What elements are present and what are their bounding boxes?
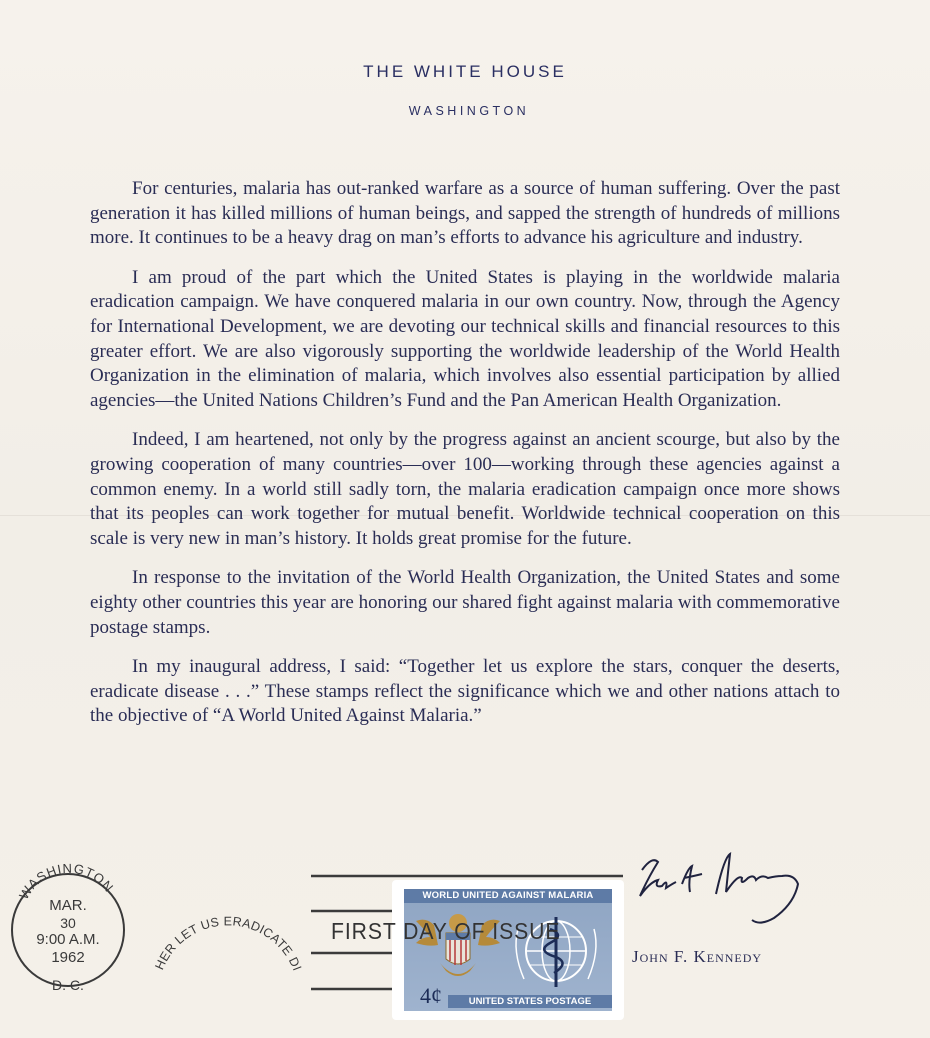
postmark-time: 9:00 A.M.	[36, 931, 100, 948]
paragraph-5: In my inaugural address, I said: “Together let us explore the stars, conquer the deserts, eradicate disease . . .” These stamps reflect the significance which we and other nations attach to the objective of “A World United Against Malaria.”	[90, 656, 840, 727]
svg-text:WASHINGTON	[16, 861, 117, 902]
paragraph-2: I am proud of the part which the United States is playing in the worldwide malaria eradication campaign. We have conquered malaria in our own country. Now, through the Agency for International Development, we are devoting our technical skills and financial resources to this greater effort. We are also vigorously supporting the worldwide leadership of the World Health Organization in the elimination of malaria, which involves also essential participation by allied agencies—the United Nations Children’s Fund and the Pan American Health Organization.	[90, 266, 840, 411]
signature-scribble	[628, 848, 808, 928]
stamp-design	[404, 889, 612, 1011]
letterhead-subtitle: WASHINGTON	[408, 104, 530, 118]
postmark-month: MAR.	[49, 897, 87, 914]
first-day-of-issue-cancel: FIRST DAY OF ISSUE	[331, 918, 561, 944]
postmark-city: WASHINGTON	[16, 860, 117, 902]
postmark-year: 1962	[51, 949, 85, 966]
slogan-arc	[148, 872, 308, 982]
postmark-day: 30	[60, 915, 76, 931]
slogan-text: HER LET US ERADICATE DI	[152, 914, 305, 973]
signatory-name: John F. Kennedy	[632, 947, 763, 966]
handwritten-signature	[628, 848, 808, 928]
paragraph-1: For centuries, malaria has out-ranked warfare as a source of human suffering. Over the past generation it has killed millions of human beings, and sapped the strength of hundreds of millions more. It continues to be a heavy drag on man’s efforts to advance his agriculture and industry.	[90, 178, 840, 249]
postmark-region: D. C.	[52, 977, 84, 993]
stamp-top-text: WORLD UNITED AGAINST MALARIA	[404, 889, 612, 903]
cachet-slogan	[148, 872, 308, 982]
stamp-bottom-text: UNITED STATES POSTAGE	[448, 995, 612, 1008]
stamp-value: 4¢	[420, 983, 442, 1008]
paragraph-3: Indeed, I am heartened, not only by the progress against an ancient scourge, but also by the growing cooperation of many countries—over 100—working through these agencies against a common enemy. In a world still sadly torn, the malaria eradication campaign once more shows that its peoples can work together for mutual benefit. Worldwide technical cooperation on this scale is very new in man’s history. It holds great promise for the future.	[90, 429, 840, 549]
postmark	[3, 855, 133, 1005]
letter-body	[90, 177, 840, 744]
paragraph-4: In response to the invitation of the World Health Organization, the United States and some eighty other countries this year are honoring our shared fight against malaria with commemorative postage stamps.	[90, 567, 840, 638]
postage-stamp	[392, 880, 624, 1020]
svg-text:TOGETHER LET US ERADICATE DISE	[148, 872, 304, 973]
letterhead-title: THE WHITE HOUSE	[363, 62, 567, 81]
